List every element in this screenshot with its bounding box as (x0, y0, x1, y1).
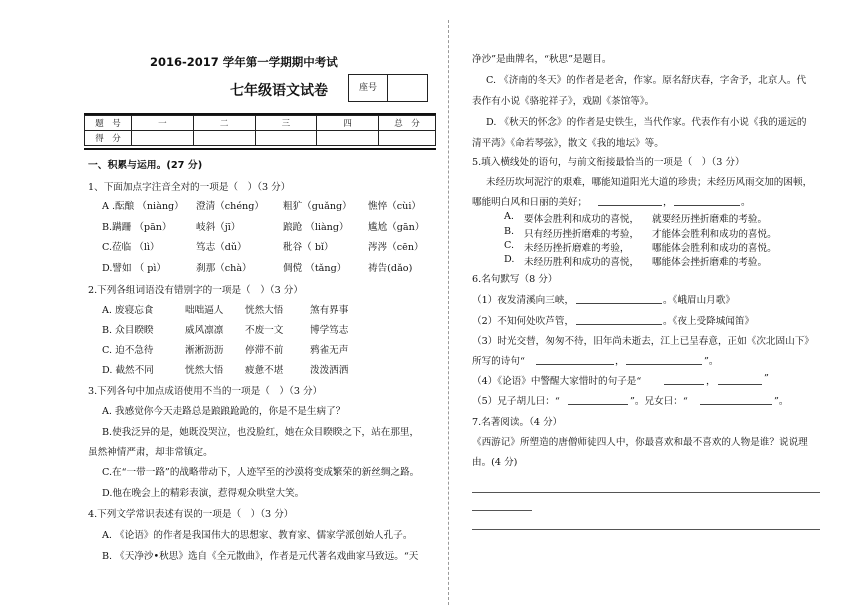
q5-option-b-part2: 才能体会胜利和成功的喜悦。 (652, 229, 777, 240)
q6-blank-5[interactable] (664, 384, 704, 385)
q5-option-c-part2: 哪能体会胜利和成功的喜悦。 (652, 243, 777, 254)
q1-d-word1: D.譬如 （ pì） (102, 263, 167, 274)
q5-blank-end: 。 (741, 197, 751, 208)
score-cell (193, 131, 255, 146)
q3-option-a: A. 我感觉你今天走路总是踉踉跄跄的，你是不是生病了？ (102, 406, 346, 417)
q5-passage-line1: 未经历坎坷泥泞的艰难，哪能知道阳光大道的珍贵；未经历风雨交加的困顿， (486, 177, 813, 188)
q6-line4-mid: ， (615, 356, 625, 367)
exam-subtitle: 七年级语文试卷 (230, 83, 328, 99)
score-cell (255, 131, 317, 146)
q3-option-b-line2: 虽然神情严肃，却非常镇定。 (88, 447, 213, 458)
seat-label: 座号 (349, 75, 388, 101)
q2-stem: 2.下列各组词语没有错别字的一项是（ ）（3 分） (88, 285, 303, 296)
q3-option-b-line1: B.使我泛异的是，她既没哭泣，也没脸红，她在众目睽睽之下，站在那里， (102, 427, 420, 438)
q1-d-word4: 祷告(dǎo) (368, 263, 413, 274)
q1-a-word3: 粗犷（guǎng） (283, 201, 352, 212)
q7-answer-line-1[interactable] (472, 492, 820, 493)
q2-a-word2: 咄咄逼人 (185, 305, 224, 316)
q2-d-word1: D. 截然不同 (102, 365, 154, 376)
q3-option-c: C.在“一带一路”的战略带动下，人迹罕至的沙漠将变成繁荣的新丝绸之路。 (102, 467, 420, 478)
q1-c-word3: 秕谷（ bǐ） (283, 242, 334, 253)
q6-line6-suffix: ”。 (774, 396, 789, 407)
q3-stem: 3.下列各句中加点成语使用不当的一项是（ ）（3 分） (88, 386, 323, 397)
q5-blank-separator: ， (663, 197, 673, 208)
q7-answer-line-3[interactable] (472, 529, 820, 530)
q2-c-word4: 鸦雀无声 (310, 345, 349, 356)
header-cell: 题 号 (85, 116, 132, 131)
q4-option-c-line2: 表作有小说《骆驼祥子》，戏剧《茶馆等》。 (472, 96, 655, 107)
q6-blank-3[interactable] (536, 364, 614, 365)
q1-stem: 1、下面加点字注音全对的一项是（ ）（3 分） (88, 182, 291, 193)
q2-c-word1: C. 迫不急待 (102, 345, 154, 356)
section-1-heading: 一、积累与运用。(27 分) (88, 160, 203, 171)
q1-c-word2: 笃志（dǔ） (196, 242, 247, 253)
q1-b-word3: 踉跄 （liàng） (283, 222, 349, 233)
q5-passage-line2: 哪能明白风和日丽的美好； (472, 197, 588, 208)
exam-title: 2016-2017 学年第一学期期中考试 (150, 55, 338, 69)
seat-number-box (348, 74, 428, 102)
q2-b-word1: B. 众目睽睽 (102, 325, 154, 336)
q2-b-word2: 威风凛凛 (185, 325, 224, 336)
q4-option-d-line1: D. 《秋天的怀念》的作者是史铁生，当代作家。代表作有小说《我的遥远的 (486, 117, 807, 128)
q6-line6-prefix: （5）兄子胡儿曰：“ (472, 396, 560, 407)
q7-answer-line-2[interactable] (472, 510, 532, 511)
q6-line2-prefix: （2）不知何处吹芦管， (472, 316, 575, 327)
score-cell (317, 131, 379, 146)
q2-b-word4: 博学笃志 (310, 325, 349, 336)
q6-line5-suffix: ” (764, 373, 769, 384)
q1-b-word4: 尴尬（gān） (368, 222, 425, 233)
q2-d-word2: 恍然大悟 (185, 365, 224, 376)
score-cell (379, 131, 436, 146)
q5-option-b-letter: B. (504, 226, 515, 237)
q6-blank-6[interactable] (718, 384, 762, 385)
q1-c-word4: 涔涔（cēn） (368, 242, 424, 253)
score-table (84, 115, 436, 146)
q6-blank-4[interactable] (626, 364, 702, 365)
q6-line4-suffix: ”。 (704, 356, 719, 367)
q2-c-word2: 淅淅沥沥 (185, 345, 224, 356)
q1-a-word2: 澄清（chéng） (196, 201, 264, 212)
row-label-cell: 得 分 (85, 131, 132, 146)
q5-blank-1[interactable] (598, 205, 662, 206)
q1-b-word1: B.蹒跚 （pān） (102, 222, 172, 233)
q3-option-d: D.他在晚会上的精彩表演，惹得观众哄堂大笑。 (102, 488, 305, 499)
q6-line6-mid: ”。兄女曰：“ (630, 396, 688, 407)
score-table-header-row (85, 116, 436, 131)
q6-line5-prefix: （4）《论语》中警醒大家惜时的句子是“ (472, 376, 642, 387)
q6-blank-1[interactable] (576, 303, 662, 304)
q4-option-b: B. 《天净沙•秋思》选自《全元散曲》，作者是元代著名戏曲家马致远。“天 (102, 551, 419, 562)
q5-stem: 5.填入横线处的语句，与前文衔接最恰当的一项是（ ）（3 分） (472, 157, 745, 168)
q6-line4-prefix: 所写的诗句“ (472, 356, 525, 367)
header-cell: 二 (193, 116, 255, 131)
q7-prompt-line2: 由。(4 分) (472, 457, 518, 468)
header-cell: 三 (255, 116, 317, 131)
column-divider (448, 20, 449, 605)
q1-d-word2: 刹那（chà） (196, 263, 252, 274)
header-cell: 总 分 (379, 116, 436, 131)
q4-option-d-line2: 清平湾》《命若琴弦》，散文《我的地坛》等。 (472, 138, 664, 149)
q2-c-word3: 停滞不前 (245, 345, 284, 356)
q6-line2-suffix: 。《夜上受降城闻笛》 (663, 316, 755, 327)
q2-a-word4: 煞有界事 (310, 305, 349, 316)
q4-b-continued: 净沙”是曲牌名，“秋思”是题目。 (472, 54, 612, 65)
q4-option-a: A. 《论语》的作者是我国伟大的思想家、教育家、儒家学派创始人孔子。 (102, 530, 413, 541)
q7-prompt-line1: 《西游记》所塑造的唐僧师徒四人中，你最喜欢和最不喜欢的人物是谁？说说理 (472, 437, 808, 448)
q1-b-word2: 岐斜（jī） (196, 222, 241, 233)
q5-option-a-part2: 就要经历挫折磨难的考验。 (652, 214, 768, 225)
q5-option-a-letter: A. (504, 211, 514, 222)
score-cell (132, 131, 194, 146)
q5-option-c-part1: 未经历挫折磨难的考验， (524, 243, 630, 254)
q4-option-c-line1: C. 《济南的冬天》的作者是老舍，作家。原名舒庆春，字舍予，北京人。代 (486, 75, 807, 86)
score-table-row (85, 131, 436, 146)
q2-b-word3: 不废一文 (245, 325, 284, 336)
header-cell: 一 (132, 116, 194, 131)
q2-d-word3: 疲惫不堪 (245, 365, 284, 376)
q6-stem: 6.名句默写（8 分） (472, 274, 558, 285)
q4-stem: 4.下列文学常识表述有误的一项是（ ）（3 分） (88, 509, 294, 520)
q5-option-a-part1: 要体会胜利和成功的喜悦， (524, 214, 640, 225)
q1-a-word4: 憔悴（cùi） (368, 201, 421, 212)
q5-option-c-letter: C. (504, 240, 515, 251)
q6-line1-suffix: 。《峨眉山月歌》 (663, 295, 735, 306)
q2-a-word1: A. 废寝忘食 (102, 305, 154, 316)
q5-blank-2[interactable] (674, 205, 740, 206)
q5-option-d-part1: 未经历胜利和成功的喜悦， (524, 257, 640, 268)
q5-option-b-part1: 只有经历挫折磨难的考验， (524, 229, 640, 240)
q6-blank-8[interactable] (700, 404, 772, 405)
table-bottom-rule (84, 148, 436, 150)
q1-d-word3: 倜傥 （tǎng） (283, 263, 347, 274)
q6-line1-prefix: （1）夜发清溪向三峡， (472, 295, 575, 306)
q2-d-word4: 泼泼洒洒 (310, 365, 349, 376)
q7-stem: 7.名著阅读。（4 分） (472, 417, 563, 428)
q6-line5-mid: ， (706, 376, 716, 387)
header-cell: 四 (317, 116, 379, 131)
q2-a-word3: 恍然大悟 (245, 305, 284, 316)
q6-line3: （3）时光交替，匆匆不待，旧年尚未逝去，江上已呈春意，正如《次北固山下》 (472, 336, 814, 347)
q1-a-word1: A .酝酿 （niàng） (102, 201, 184, 212)
q1-c-word1: C.莅临 （lì） (102, 242, 160, 253)
q5-option-d-part2: 哪能体会挫折磨难的考验。 (652, 257, 768, 268)
q5-option-d-letter: D. (504, 254, 515, 265)
q6-blank-2[interactable] (576, 324, 662, 325)
q6-blank-7[interactable] (568, 404, 628, 405)
